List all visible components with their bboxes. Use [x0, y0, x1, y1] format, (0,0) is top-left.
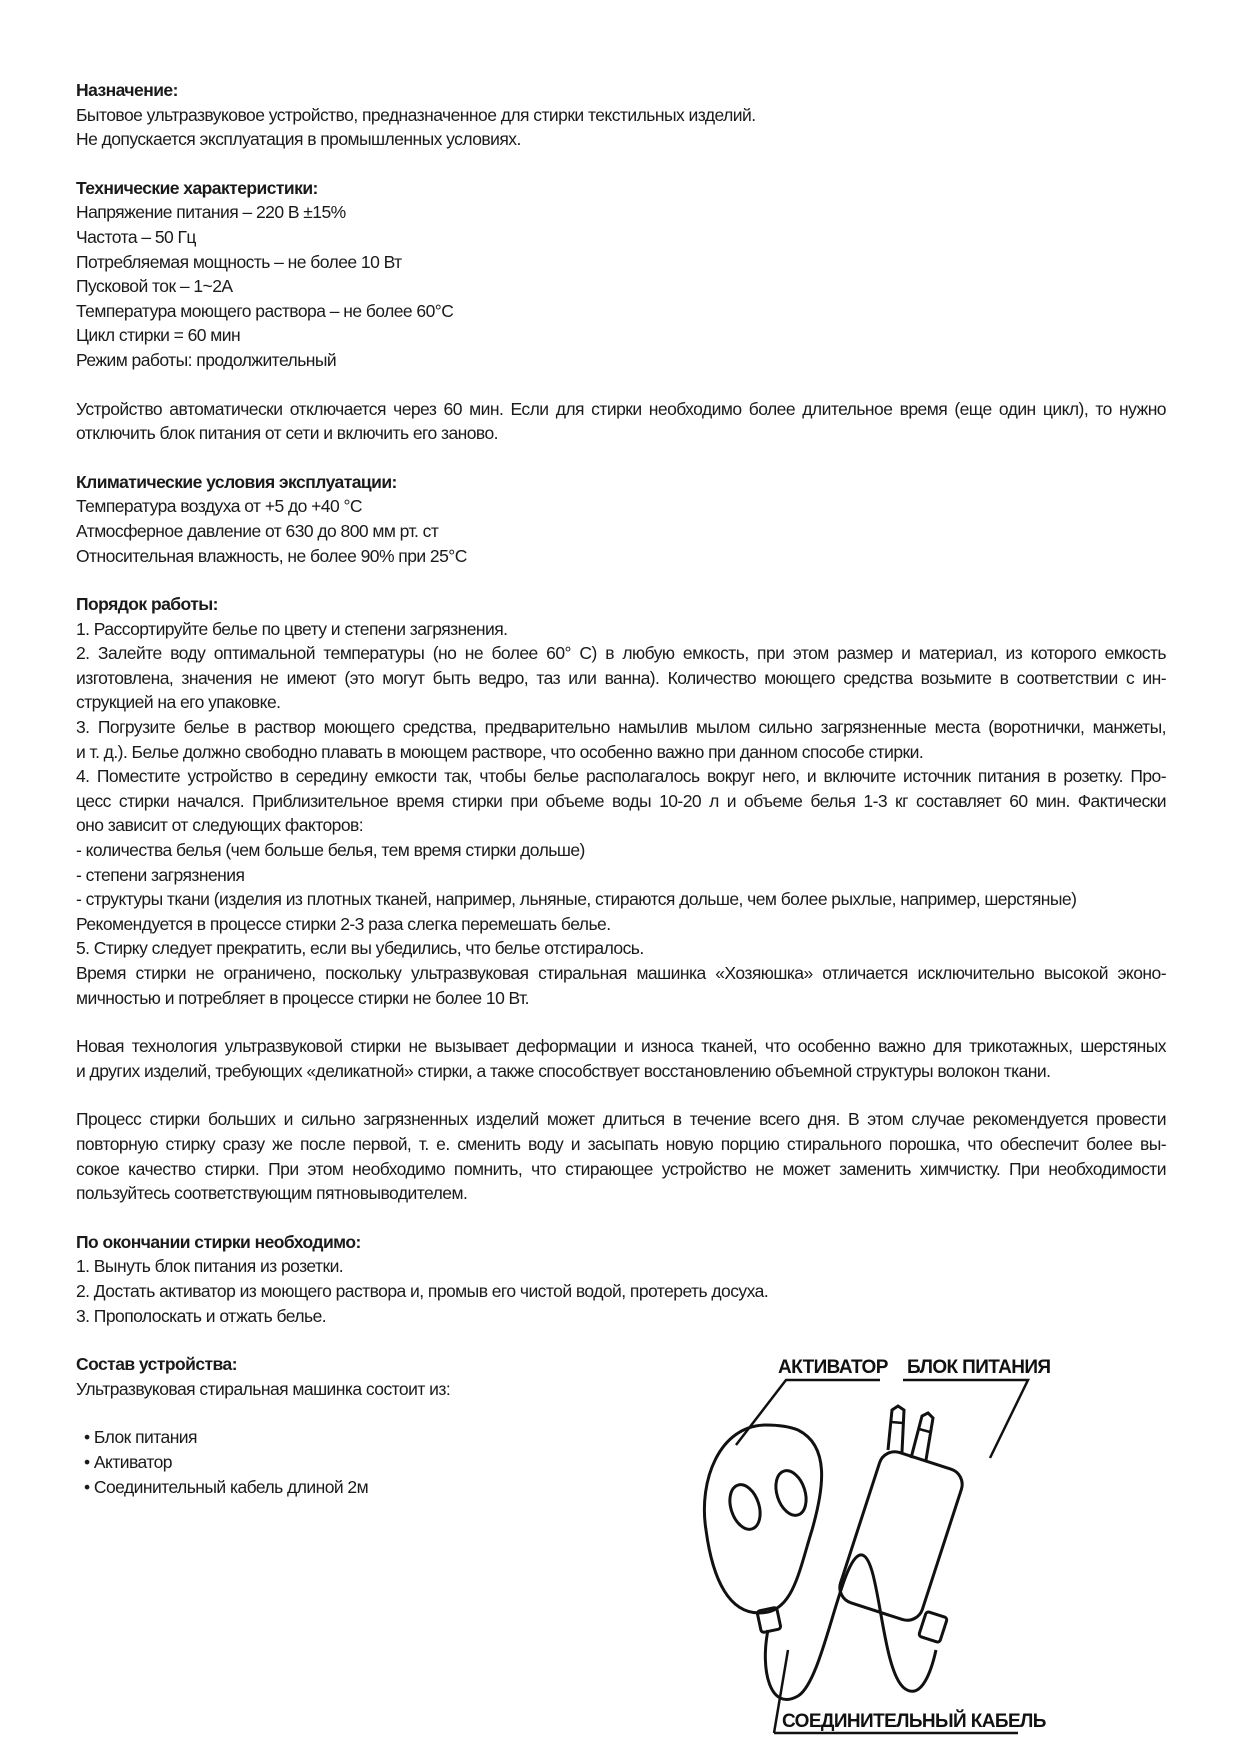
procedure-line: изготовлена, значения не имеют (это могут быть ведро, таз или ванна). Количество моющего средства возьмите в соответствии с ин-	[76, 667, 1166, 688]
technology-paragraph	[76, 1034, 1166, 1083]
paragraph-line: и других изделий, требующих «деликатной» стирки, а также способствует восстановлению объемной структуры волокон ткани.	[76, 1060, 1051, 1081]
composition-intro: Ультразвуковая стиральная машинка состоит из:	[76, 1378, 451, 1399]
auto-off-paragraph	[76, 397, 1166, 446]
procedure-section	[76, 592, 1166, 1010]
spec-line: Потребляемая мощность – не более 10 Вт	[76, 251, 402, 272]
paragraph-line: отключить блок питания от сети и включить его заново.	[76, 423, 498, 444]
paragraph-line: повторную стирку сразу же после первой, т. е. сменить воду и засыпать новую порцию стирального порошка, что обеспечит более вы-	[76, 1133, 1166, 1154]
paragraph-line: пользуйтесь соответствующим пятновыводителем.	[76, 1183, 468, 1204]
list-item: • Активатор	[84, 1451, 172, 1472]
after-washing-section	[76, 1230, 1166, 1328]
procedure-heading: Порядок работы:	[76, 594, 218, 615]
procedure-line: 1. Рассортируйте белье по цвету и степени загрязнения.	[76, 618, 508, 639]
climate-heading: Климатические условия эксплуатации:	[76, 471, 397, 492]
after-heading: По окончании стирки необходимо:	[76, 1231, 361, 1252]
purpose-line: Не допускается эксплуатация в промышленных условиях.	[76, 129, 521, 150]
procedure-line: мичностью и потребляет в процессе стирки не более 10 Вт.	[76, 987, 529, 1008]
spec-line: Цикл стирки = 60 мин	[76, 325, 241, 346]
cable-icon	[765, 1555, 936, 1700]
procedure-line: оно зависит от следующих факторов:	[76, 815, 364, 836]
power-unit-icon	[836, 1406, 967, 1643]
list-item: • Блок питания	[84, 1427, 197, 1448]
procedure-line: Время стирки не ограничено, поскольку ультразвуковая стиральная машинка «Хозяюшка» отличается исключительно высокой эконо-	[76, 963, 1166, 983]
spec-line: Температура моющего раствора – не более 60°С	[76, 300, 454, 321]
procedure-line: - количества белья (чем больше белья, тем время стирки дольше)	[76, 840, 585, 861]
list-item: • Соединительный кабель длиной 2м	[84, 1476, 369, 1497]
procedure-line: 4. Поместите устройство в середину емкости так, чтобы белье располагалось вокруг него, и включите источник питания в розетку. Про-	[76, 766, 1166, 787]
procedure-line: - структуры ткани (изделия из плотных тканей, например, льняные, стираются дольше, чем более рыхлые, например, шерстяные)	[76, 889, 1077, 910]
procedure-line: цесс стирки начался. Приблизительное время стирки при объеме воды 10-20 л и объеме белья 1-3 кг составляет 60 мин. Фактически	[76, 790, 1166, 811]
procedure-line: - степени загрязнения	[76, 864, 245, 885]
procedure-line: 2. Залейте воду оптимальной температуры (но не более 60° С) в любую емкость, при этом размер и материал, из которого емкость	[76, 643, 1166, 664]
climate-line: Температура воздуха от +5 до +40 °С	[76, 496, 363, 517]
paragraph-line: Процесс стирки больших и сильно загрязненных изделий может длиться в течение всего дня. В этом случае рекомендуется провести	[76, 1109, 1166, 1130]
climate-line: Атмосферное давление от 630 до 800 мм рт. ст	[76, 520, 439, 541]
paragraph-line: сокое качество стирки. При этом необходимо помнить, что стирающее устройство не может заменить химчистку. При необходимости	[76, 1158, 1166, 1179]
instruction-page	[76, 78, 1166, 1523]
paragraph-line: Устройство автоматически отключается через 60 мин. Если для стирки необходимо более длительное время (еще один цикл), то нужно	[76, 398, 1166, 419]
purpose-section	[76, 78, 1166, 152]
after-line: 2. Достать активатор из моющего раствора и, промыв его чистой водой, протереть досуха.	[76, 1280, 769, 1301]
spec-line: Частота – 50 Гц	[76, 226, 196, 247]
climate-section	[76, 470, 1166, 568]
device-diagram	[690, 1350, 1090, 1740]
specs-section	[76, 176, 1166, 373]
label-cable: СОЕДИНИТЕЛЬНЫЙ КАБЕЛЬ	[782, 1711, 1046, 1732]
label-power-unit: БЛОК ПИТАНИЯ	[907, 1357, 1051, 1378]
climate-line: Относительная влажность, не более 90% при 25°С	[76, 545, 467, 566]
label-activator: АКТИВАТОР	[778, 1357, 888, 1378]
after-line: 1. Вынуть блок питания из розетки.	[76, 1256, 344, 1277]
paragraph-line: Новая технология ультразвуковой стирки не вызывает деформации и износа тканей, что особенно важно для трикотажных, шерстяных	[76, 1036, 1166, 1057]
activator-icon	[704, 1425, 821, 1633]
specs-heading: Технические характеристики:	[76, 177, 318, 198]
heavy-soiling-paragraph	[76, 1107, 1166, 1205]
composition-heading: Состав устройства:	[76, 1354, 237, 1375]
procedure-line: струкцией на его упаковке.	[76, 692, 281, 713]
procedure-line: 3. Погрузите белье в раствор моющего средства, предварительно намылив мылом сильно загрязненные места (воротнички, манжеты,	[76, 717, 1166, 738]
after-line: 3. Прополоскать и отжать белье.	[76, 1305, 327, 1326]
spec-line: Режим работы: продолжительный	[76, 349, 337, 370]
purpose-line: Бытовое ультразвуковое устройство, предназначенное для стирки текстильных изделий.	[76, 104, 756, 125]
purpose-heading: Назначение:	[76, 80, 178, 100]
procedure-line: Рекомендуется в процессе стирки 2-3 раза слегка перемешать белье.	[76, 913, 611, 934]
procedure-line: и т. д.). Белье должно свободно плавать в моющем растворе, что особенно важно при данном способе стирки.	[76, 741, 924, 762]
procedure-line: 5. Стирку следует прекратить, если вы убедились, что белье отстиралось.	[76, 938, 644, 959]
spec-line: Напряжение питания – 220 В ±15%	[76, 202, 346, 223]
spec-line: Пусковой ток – 1~2А	[76, 276, 233, 297]
